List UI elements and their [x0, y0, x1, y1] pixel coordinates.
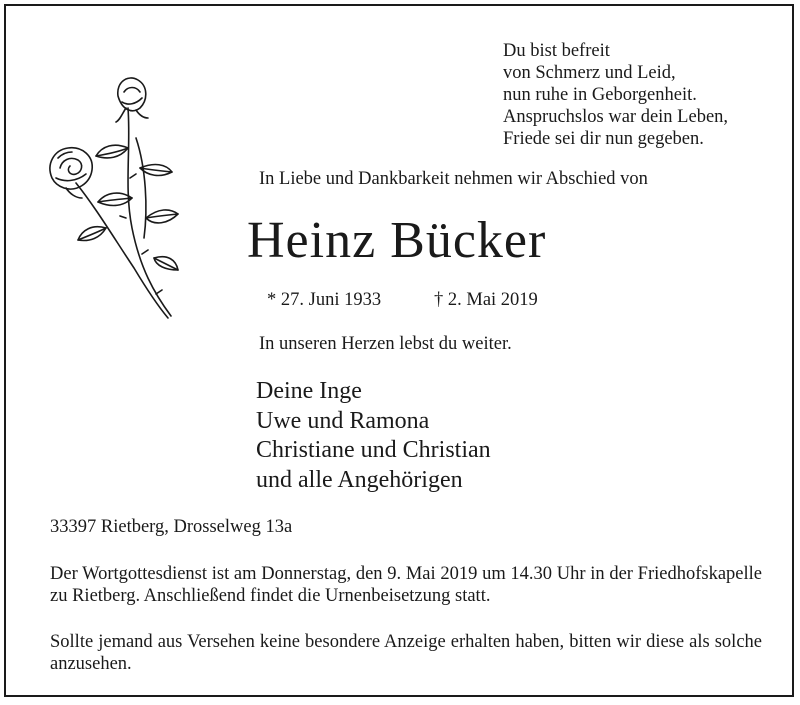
- poem-line: von Schmerz und Leid,: [503, 63, 676, 83]
- birth-date: * 27. Juni 1933: [267, 290, 382, 310]
- service-info: Der Wortgottesdienst ist am Donnerstag, den 9. Mai 2019 um 14.30 Uhr in der Friedhofskapelle zu Rietberg. Anschließend findet die Urnenbeisetzung statt.: [50, 564, 762, 606]
- obituary-frame: [4, 4, 794, 697]
- poem-line: Friede sei dir nun gegeben.: [503, 129, 704, 149]
- family-member: und alle Angehörigen: [256, 466, 463, 493]
- family-member: Uwe und Ramona: [256, 407, 430, 434]
- family-list: [256, 377, 491, 495]
- notice-disclaimer: Sollte jemand aus Versehen keine besondere Anzeige erhalten haben, bitten wir diese als solche anzusehen.: [50, 632, 762, 674]
- death-date: † 2. Mai 2019: [434, 290, 538, 310]
- poem: [503, 40, 728, 150]
- family-member: Christiane und Christian: [256, 437, 491, 463]
- farewell-intro: In Liebe und Dankbarkeit nehmen wir Abschied von: [259, 169, 648, 189]
- deceased-name: Heinz Bücker: [247, 212, 547, 269]
- poem-line: Du bist befreit: [503, 41, 610, 61]
- poem-line: nun ruhe in Geborgenheit.: [503, 85, 697, 105]
- memorial-saying: In unseren Herzen lebst du weiter.: [259, 334, 512, 354]
- address: 33397 Rietberg, Drosselweg 13a: [50, 517, 293, 537]
- family-member: Deine Inge: [256, 378, 362, 404]
- rose-icon: [36, 68, 196, 328]
- poem-line: Anspruchslos war dein Leben,: [503, 107, 729, 127]
